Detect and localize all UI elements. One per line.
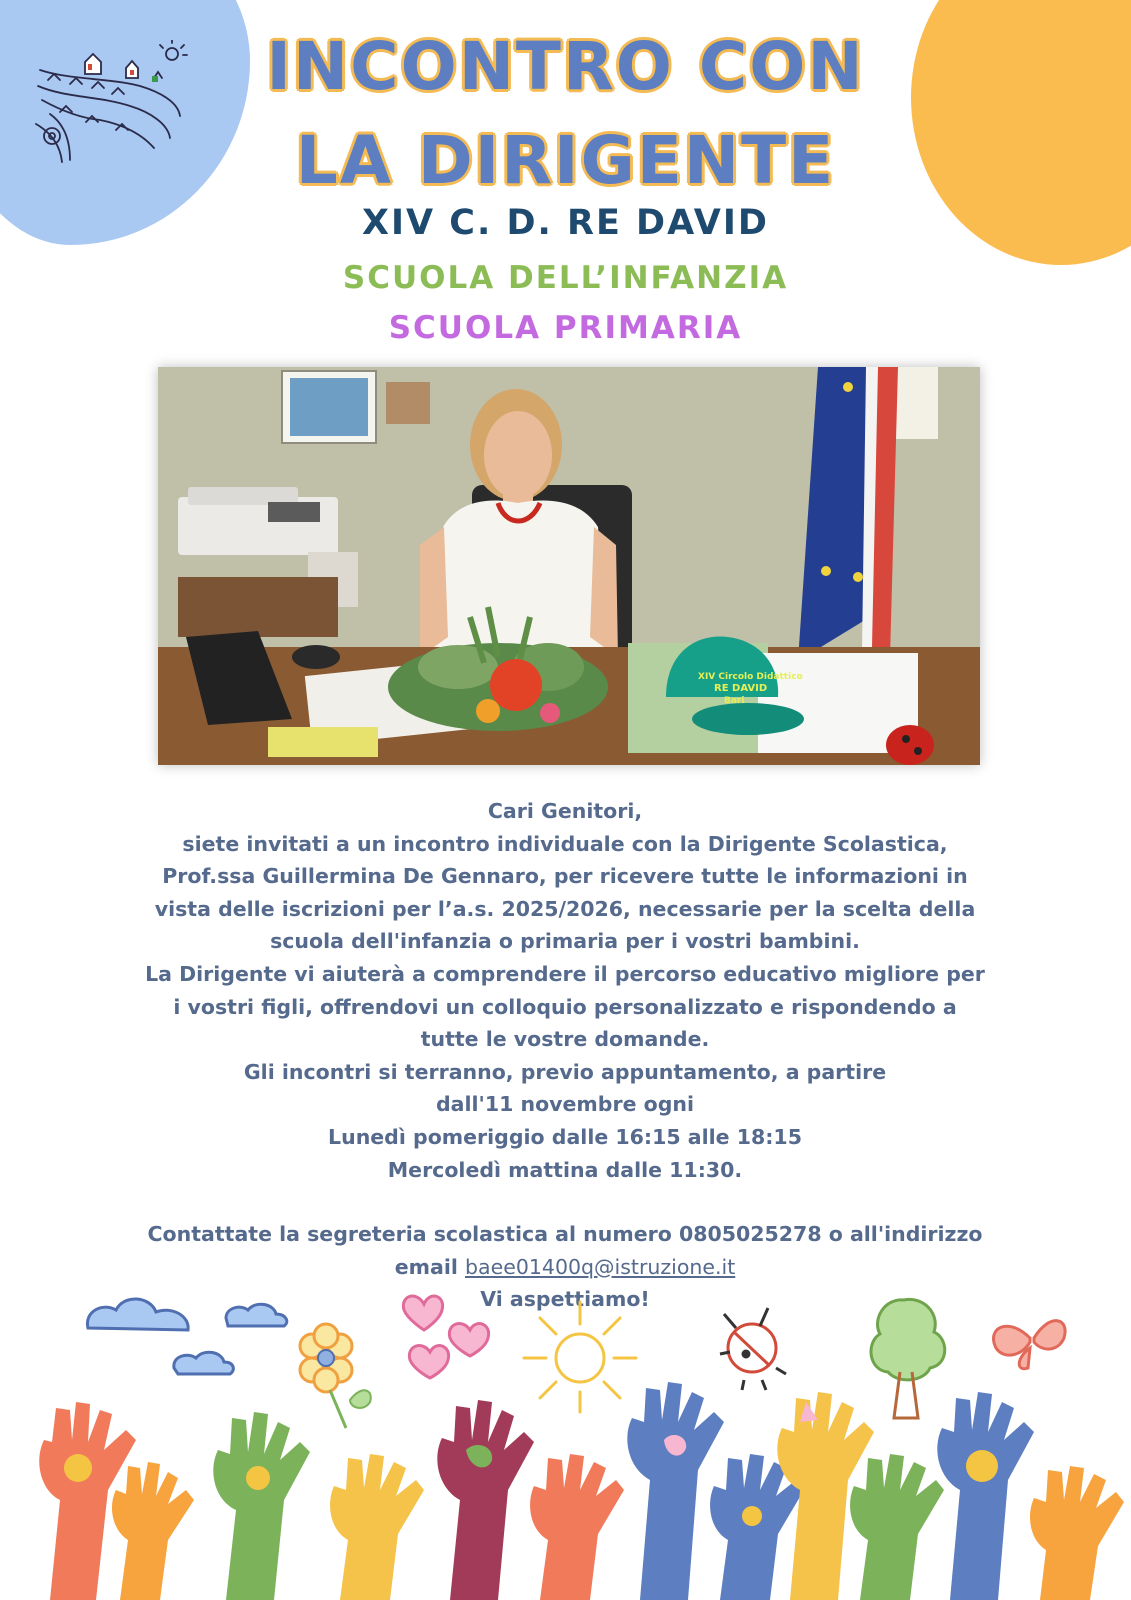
heart-icon (449, 1324, 488, 1356)
painted-hand-icon (330, 1454, 424, 1600)
school-level-primaria: SCUOLA PRIMARIA (388, 310, 743, 346)
body-line: i vostri figli, offrendovi un colloquio personalizzato e rispondendo a (173, 994, 957, 1019)
ladybug-icon (720, 1308, 786, 1390)
body-line: Gli incontri si terranno, previo appuntamento, a partire (243, 1059, 887, 1084)
contact-line: Contattate la segreteria scolastica al numero 0805025278 o all'indirizzo (147, 1222, 983, 1247)
spacer (110, 1186, 1020, 1218)
cap-text-line-3: Bari (724, 696, 745, 706)
painted-hand-icon (112, 1462, 194, 1600)
body-line: La Dirigente vi aiuterà a comprendere il percorso educativo migliore per (145, 961, 985, 986)
greeting: Cari Genitori, (487, 799, 643, 823)
body-line: vista delle iscrizioni per l’a.s. 2025/2026, necessarie per la scelta della (154, 896, 976, 921)
heart-icon (409, 1346, 448, 1378)
cap-text-line-2: RE DAVID (714, 683, 768, 694)
painted-hand-icon (437, 1400, 534, 1600)
body-line: Prof.ssa Guillermina De Gennaro, per ricevere tutte le informazioni in (162, 864, 968, 889)
letter-body (110, 795, 1020, 1316)
painted-hand-icon (213, 1412, 310, 1600)
painted-hand-icon (1030, 1466, 1124, 1600)
email-label: email (394, 1254, 458, 1279)
schedule-wednesday: Mercoledì mattina dalle 11:30. (387, 1157, 743, 1182)
email-line (110, 1251, 1020, 1284)
sun-icon (524, 1302, 636, 1412)
cloud-icon (226, 1304, 287, 1326)
office-scene-illustration (158, 367, 980, 765)
body-line: dall'11 novembre ogni (435, 1092, 694, 1117)
title-line-2: LA DIRIGENTE (295, 122, 836, 199)
cap-text-line-1: XIV Circolo Didattico (698, 672, 803, 682)
schedule-monday: Lunedì pomeriggio dalle 16:15 alle 18:15 (328, 1124, 802, 1149)
principal-photo (158, 367, 980, 765)
tree-icon (871, 1299, 945, 1418)
school-level-infanzia: SCUOLA DELL’INFANZIA (342, 260, 789, 296)
cloud-icon (87, 1299, 188, 1330)
body-line: tutte le vostre domande. (420, 1027, 710, 1052)
painted-hand-icon (937, 1392, 1034, 1600)
butterfly-icon (994, 1321, 1066, 1369)
painted-hand-icon (850, 1454, 944, 1600)
school-name: XIV C. D. RE DAVID (362, 203, 769, 243)
doodles-decoration (0, 1290, 1131, 1600)
email-link[interactable]: baee01400q@istruzione.it (465, 1254, 736, 1279)
painted-hand-icon (530, 1454, 624, 1600)
body-line: siete invitati a un incontro individuale con la Dirigente Scolastica, (182, 831, 948, 856)
painted-hand-icon (627, 1382, 724, 1600)
flower-icon (300, 1324, 371, 1428)
title-line-1: INCONTRO CON (266, 28, 865, 105)
closing: Vi aspettiamo! (480, 1287, 650, 1312)
heart-icon (403, 1296, 442, 1330)
cloud-icon (174, 1352, 234, 1374)
body-line: scuola dell'infanzia o primaria per i vostri bambini. (270, 929, 860, 954)
